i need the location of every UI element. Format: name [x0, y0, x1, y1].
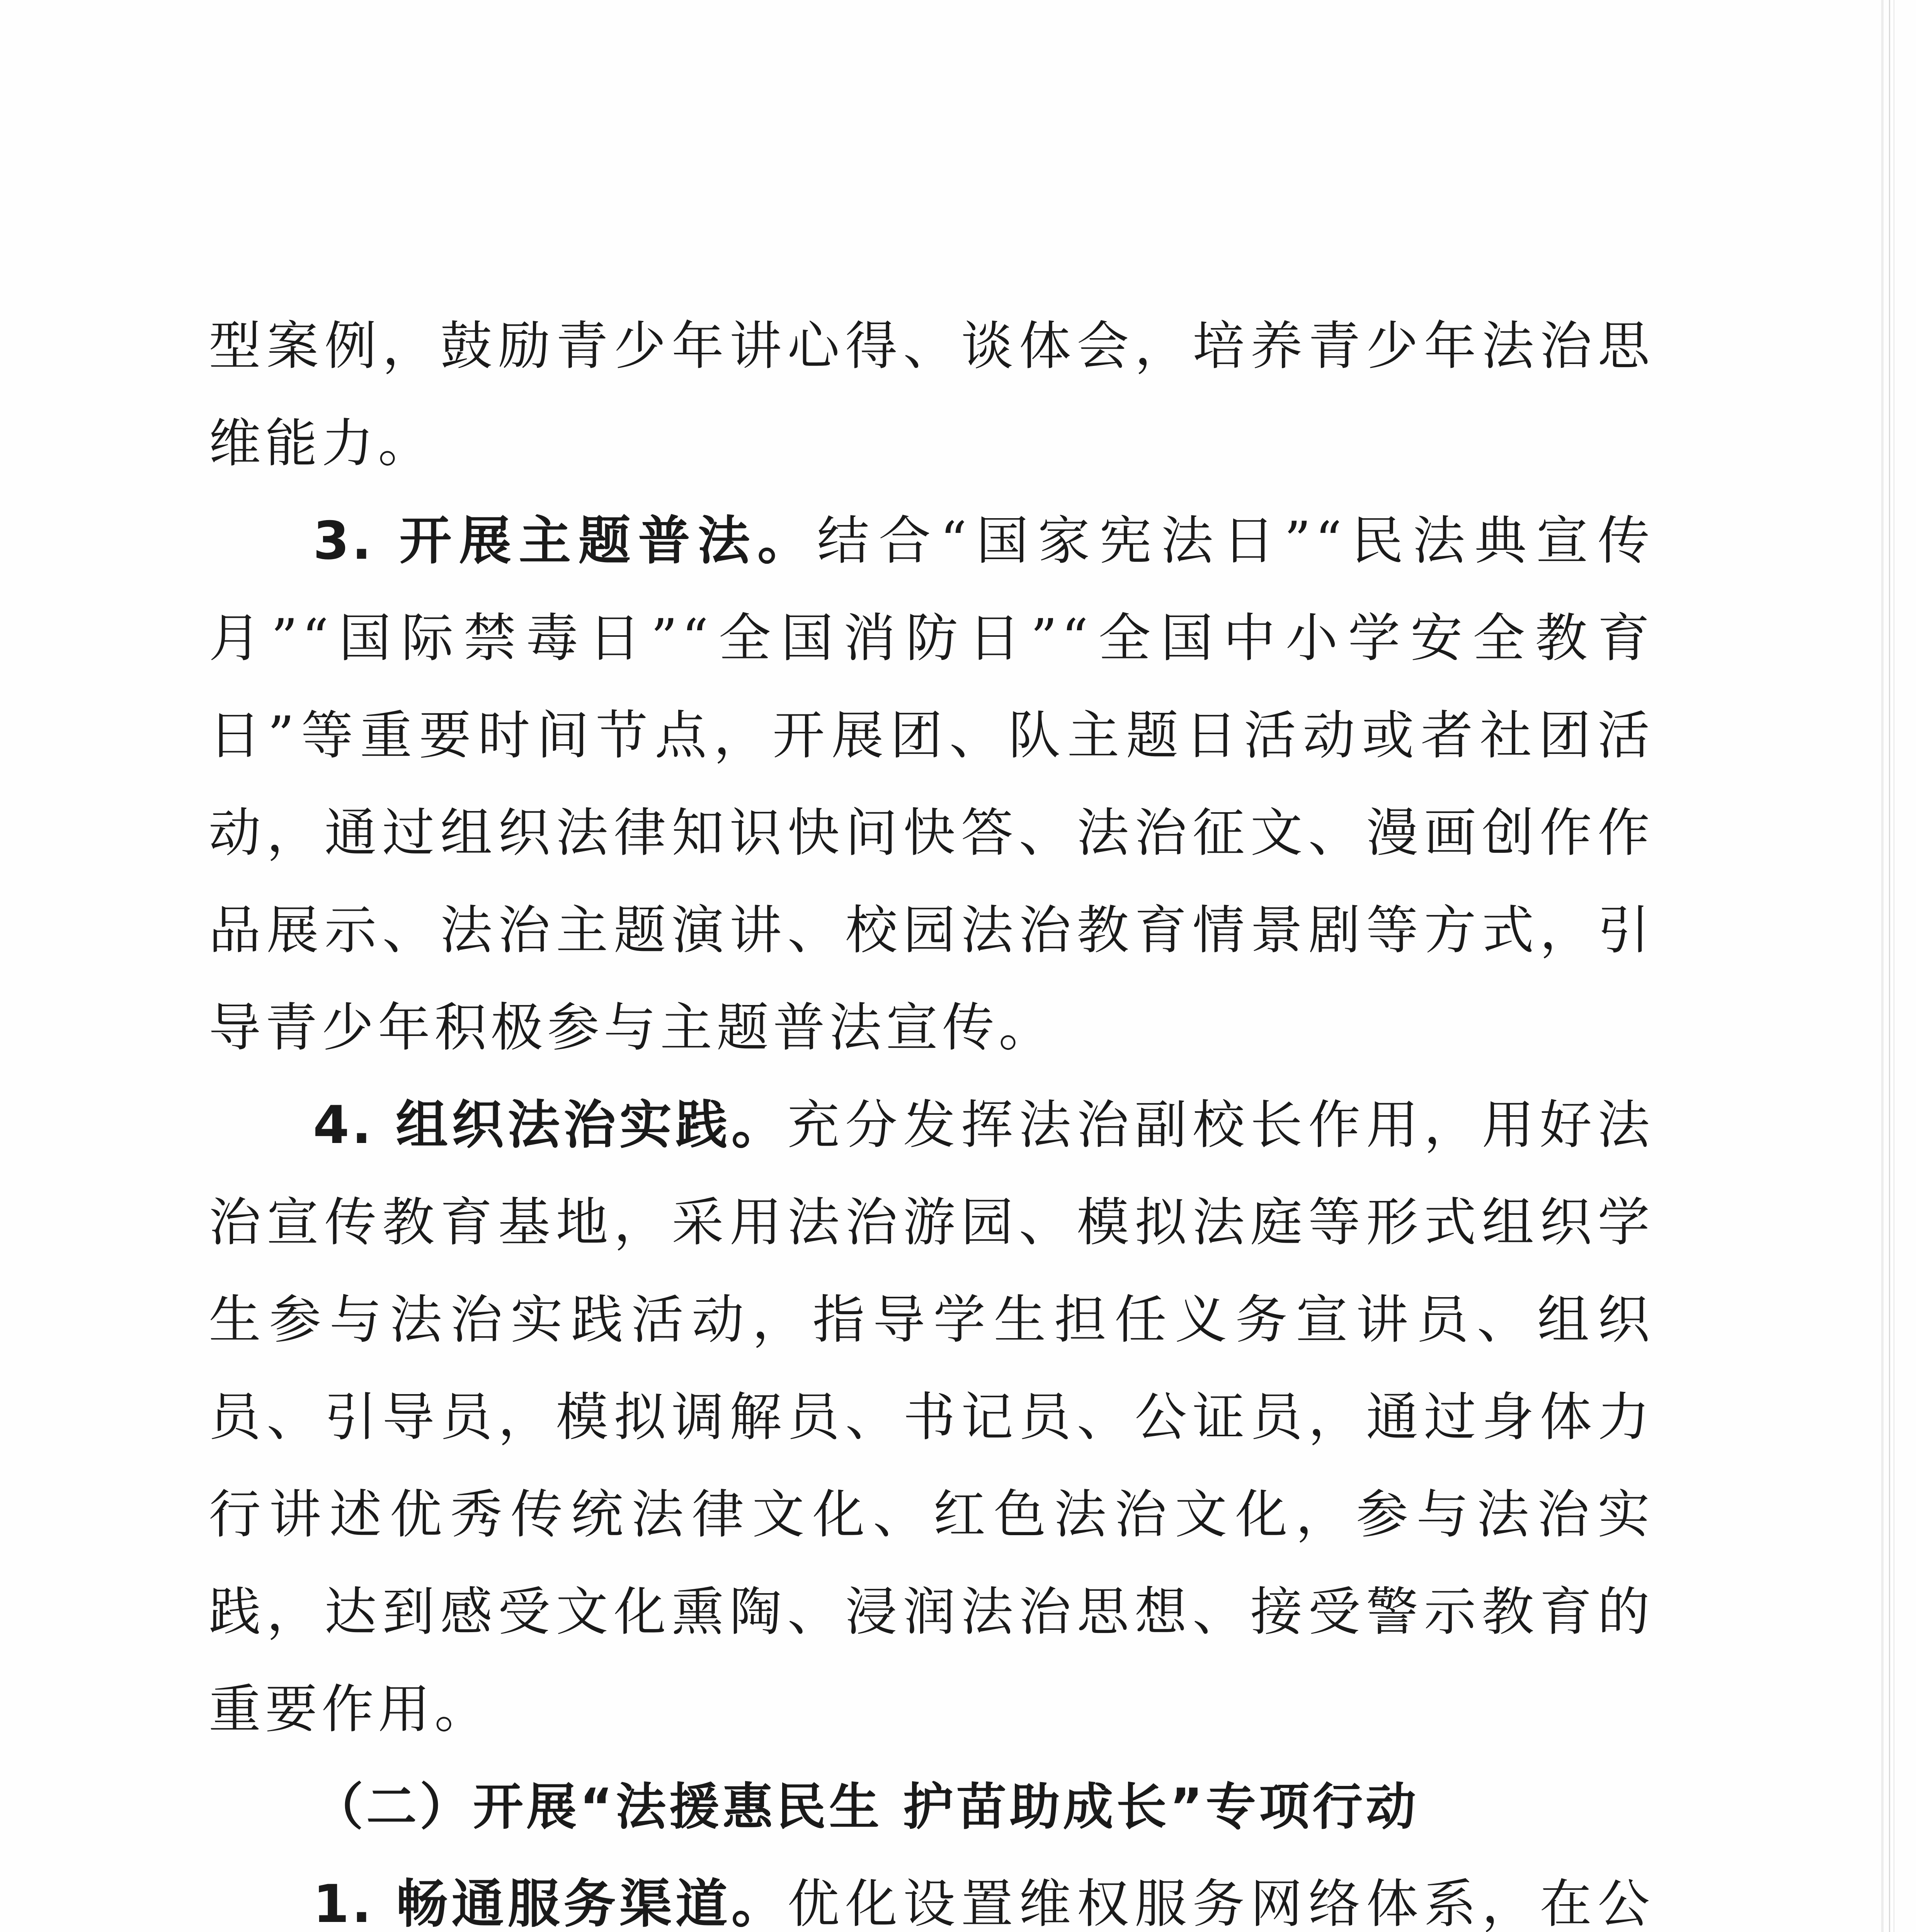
- paragraph-text: 充分发挥法治副校长作用，用好法治宣传教育基地，采用法治游园、模拟法庭等形式组织学生参与法治实践活动，指导学生担任义务宣讲员、组织员、引导员，模拟调解员、书记员、公证员，通过身体力行讲述优秀传统法律文化、红色法治文化，参与法治实践，达到感受文化熏陶、浸润法治思想、接受警示教育的重要作用。: [209, 1095, 1654, 1740]
- scan-edge-shadow: [1881, 0, 1884, 1932]
- paragraph-text: 结合“国家宪法日”“民法典宣传月”“国际禁毒日”“全国消防日”“全国中小学安全教育日”等重要时间节点，开展团、队主题日活动或者社团活动，通过组织法律知识快问快答、法治征文、漫画创作作品展示、法治主题演讲、校园法治教育情景剧等方式，引导青少年积极参与主题普法宣传。: [209, 510, 1654, 1058]
- paragraph-lead: 4. 组织法治实践。: [313, 1095, 788, 1155]
- scan-edge-line: [1889, 0, 1890, 1932]
- section-heading: （二）开展“法援惠民生 护苗助成长”专项行动: [313, 1777, 1419, 1836]
- paragraph-continuation: [209, 298, 1654, 492]
- document-body: [209, 298, 1654, 1932]
- paragraph-lead: 1. 畅通服务渠道。: [313, 1874, 788, 1932]
- paragraph-text: 优化设置维权服务网络体系，在公: [787, 1874, 1654, 1932]
- paragraph-item-1: [209, 1855, 1654, 1932]
- paragraph-text: 型案例，鼓励青少年讲心得、谈体会，培养青少年法治思维能力。: [209, 316, 1654, 474]
- paragraph-item-4: [209, 1077, 1654, 1758]
- paragraph-item-3: [209, 492, 1654, 1077]
- paragraph-lead: 3. 开展主题普法。: [313, 510, 817, 571]
